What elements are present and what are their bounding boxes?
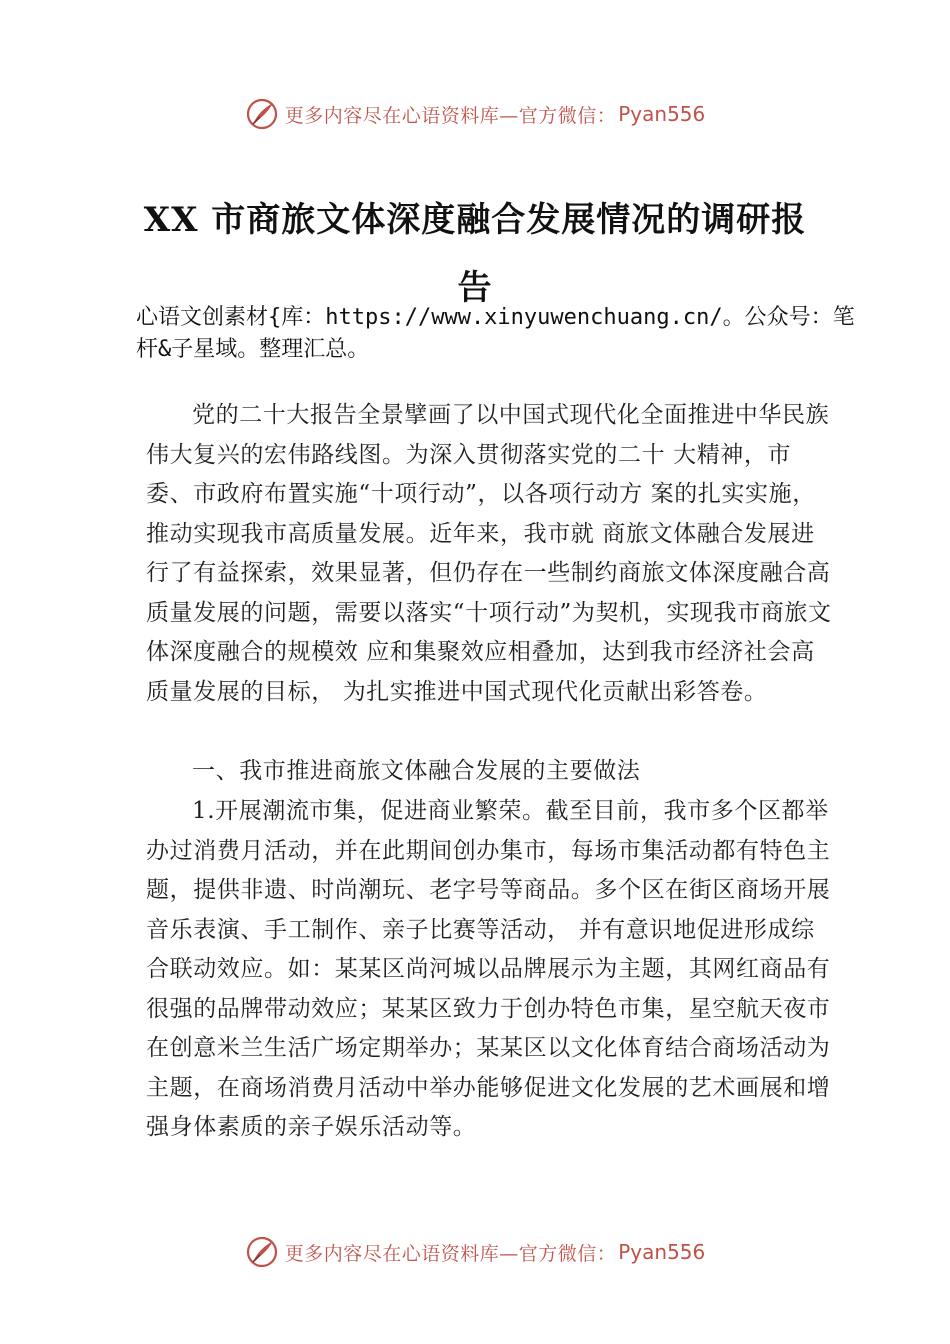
- paragraph-intro: 党的二十大报告全景擘画了以中国式现代化全面推进中华民族伟大复兴的宏伟路线图。为深入贯彻落实党的二十 大精神，市委、市政府布置实施“十项行动”，以各项行动方 案的扎实实施，推动实现我市高质量发展。近年来，我市就 商旅文体融合发展进行了有益探索，效果显著，但仍存在一些制约商旅文体深度融合高质量发展的问题，需要以落实“十项行动”为契机，实现我市商旅文体深度融合的规模效 应和集聚效应相叠加，达到我市经济社会高质量发展的目标， 为扎实推进中国式现代化贡献出彩答卷。: [146, 402, 832, 705]
- banner-wechat-id: Pyan556: [618, 1240, 706, 1264]
- banner-text: 更多内容尽在心语资料库—官方微信：: [284, 1242, 617, 1265]
- quill-circle-logo-icon: [245, 1235, 279, 1269]
- quill-circle-logo-icon: [245, 97, 279, 131]
- header-watermark-banner: [0, 92, 950, 136]
- banner-wechat-id: Pyan556: [618, 102, 706, 126]
- section-heading-1: 一、我市推进商旅文体融合发展的主要做法: [192, 758, 641, 784]
- banner-text: 更多内容尽在心语资料库—官方微信：: [284, 104, 617, 127]
- paragraph-1-1: 1.开展潮流市集，促进商业繁荣。截至目前，我市多个区都举办过消费月活动，并在此期间创办集市，每场市集活动都有特色主题，提供非遗、时尚潮玩、老字号等商品。多个区在街区商场开展音乐表演、手工制作、亲子比赛等活动， 并有意识地促进形成综合联动效应。如：某某区尚河城以品牌展示为主题，其网红商品有很强的品牌带动效应；某某区致力于创办特色市集，星空航天夜市在创意米兰生活广场定期举办；某某区以文化体育结合商场活动为主题，在商场消费月活动中举办能够促进文化发展的艺术画展和增强身体素质的亲子娱乐活动等。: [146, 798, 831, 1140]
- document-title: XX 市商旅文体深度融合发展情况的调研报告: [143, 200, 807, 308]
- source-line: 心语文创素材{库：https://www.xinyuwenchuang.cn/。公众号：笔杆&子星域。整理汇总。: [136, 305, 855, 362]
- footer-watermark-banner: [0, 1230, 950, 1274]
